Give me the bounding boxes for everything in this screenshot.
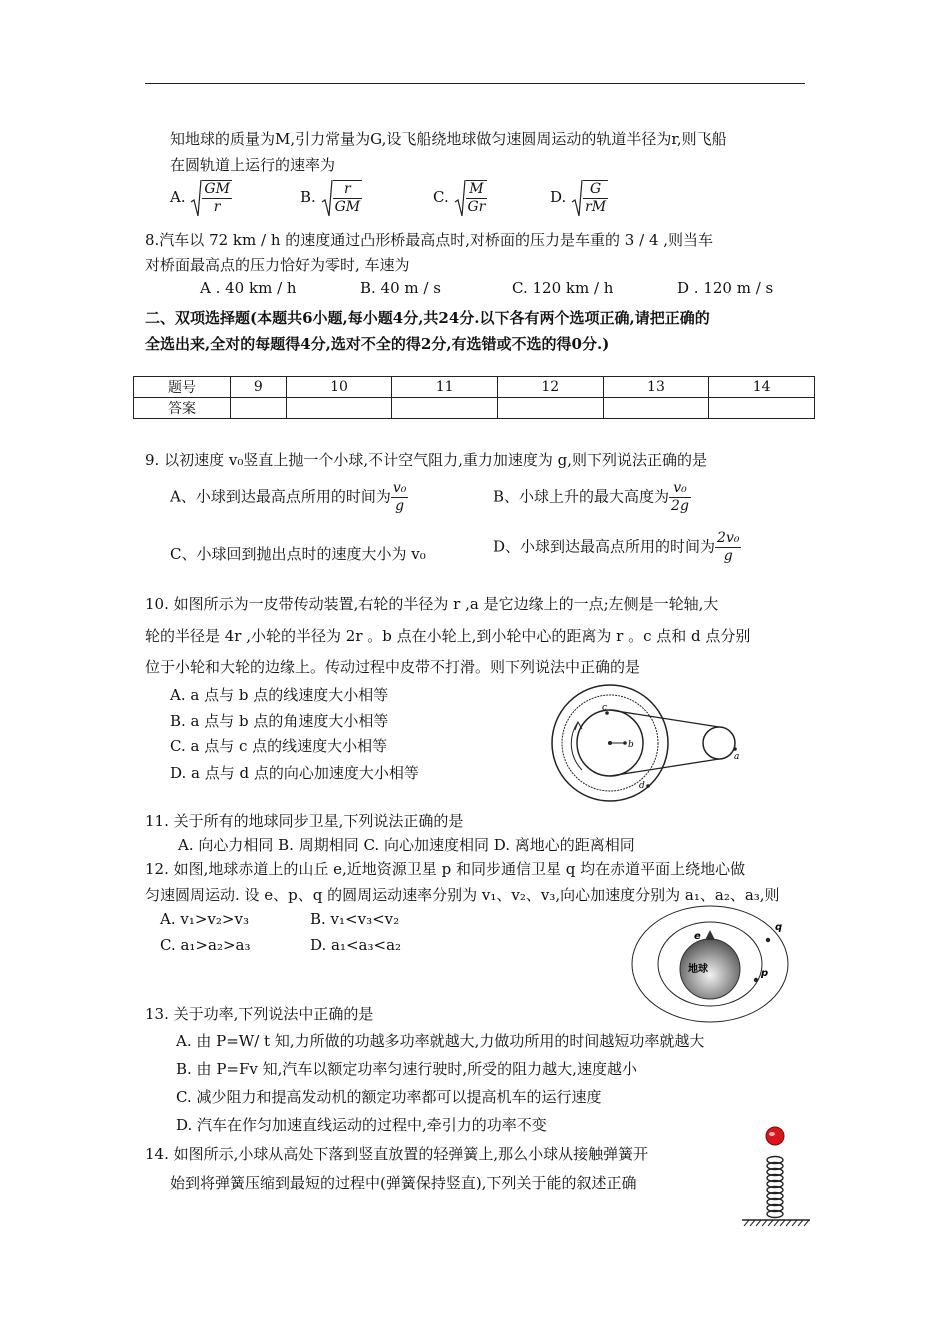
- table-cell: 12: [497, 377, 603, 398]
- label-q: q: [775, 922, 783, 933]
- q10-line1: 10. 如图所示为一皮带传动装置,右轮的半径为 r ,a 是它边缘上的一点;左侧是一轮轴,大: [145, 595, 719, 613]
- ball: [766, 1127, 784, 1145]
- answer-table: [133, 376, 815, 419]
- q8-option-c: C. 120 km / h: [512, 279, 614, 297]
- header-rule: [145, 83, 805, 84]
- answer-cell[interactable]: [497, 398, 603, 419]
- hill-e: [705, 930, 715, 940]
- q9-option-c: C、小球回到抛出点时的速度大小为 v₀: [170, 545, 426, 563]
- spring-figure: [738, 1122, 814, 1232]
- sqrt-symbol: [190, 178, 202, 218]
- point-a: [733, 747, 737, 751]
- label-b: b: [628, 740, 634, 750]
- spring: [767, 1157, 783, 1218]
- earth-label: 地球: [688, 964, 708, 975]
- point-d: [646, 784, 650, 788]
- ball-highlight: [769, 1132, 775, 1136]
- table-cell: 11: [392, 377, 498, 398]
- q13-option-b: B. 由 P=Fv 知,汽车以额定功率匀速行驶时,所受的阻力越大,速度越小: [176, 1060, 637, 1078]
- label-a: a: [734, 752, 740, 762]
- q11-options: A. 向心力相同 B. 周期相同 C. 向心加速度相同 D. 离地心的距离相同: [178, 836, 635, 854]
- q10-line3: 位于小轮和大轮的边缘上。传动过程中皮带不打滑。则下列说法中正确的是: [145, 658, 641, 676]
- q8-line1: 8.汽车以 72 km / h 的速度通过凸形桥最高点时,对桥面的压力是车重的 3 / 4 ,则当车: [145, 231, 714, 249]
- q13-option-d: D. 汽车在作匀加速直线运动的过程中,牵引力的功率不变: [176, 1116, 547, 1134]
- q12-option-a: A. v₁>v₂>v₃: [160, 910, 249, 928]
- label-e: e: [694, 931, 701, 942]
- q10-option-c: C. a 点与 c 点的线速度大小相等: [170, 737, 388, 755]
- q10-option-a: A. a 点与 b 点的线速度大小相等: [170, 686, 389, 704]
- q7-line2: 在圆轨道上运行的速率为: [170, 156, 336, 174]
- q9-option-d: D、小球到达最高点所用的时间为 $\frac{\text{2v₀}}{g}$: [493, 530, 740, 564]
- table-row: [134, 398, 815, 419]
- q8-option-a: A . 40 km / h: [200, 279, 297, 297]
- q13-option-c: C. 减少阻力和提高发动机的额定功率都可以提高机车的运行速度: [176, 1088, 602, 1106]
- sqrt-symbol: [571, 178, 583, 218]
- q12-option-c: C. a₁>a₂>a₃: [160, 936, 251, 954]
- answer-cell[interactable]: [392, 398, 498, 419]
- q7-option-b: B. $\frac{r}{GM}$: [300, 178, 362, 218]
- answer-cell[interactable]: [603, 398, 709, 419]
- q8-option-b: B. 40 m / s: [360, 279, 441, 297]
- q13-stem: 13. 关于功率,下列说法中正确的是: [145, 1005, 374, 1023]
- orbit-figure: [628, 892, 800, 1024]
- answer-cell[interactable]: [231, 398, 287, 419]
- point-b: [623, 741, 627, 745]
- q7-option-d: D. $\frac{G}{rM}$: [550, 178, 608, 218]
- belt-drive-figure: [548, 682, 748, 804]
- q7-option-a: A. $\frac{GM}{r}$: [170, 178, 232, 218]
- q12-option-d: D. a₁<a₃<a₂: [310, 936, 402, 954]
- answer-cell[interactable]: [709, 398, 815, 419]
- satellite-q: [766, 938, 770, 942]
- table-cell: 13: [603, 377, 709, 398]
- table-cell: 10: [286, 377, 392, 398]
- table-row: [134, 377, 815, 398]
- table-cell: 答案: [134, 398, 231, 419]
- section2-line2: 全选出来,全对的每题得4分,选对不全的得2分,有选错或不选的得0分.): [145, 335, 610, 353]
- q12-line2: 匀速圆周运动. 设 e、p、q 的圆周运动速率分别为 v₁、v₂、v₃,向心加速度分别为 a₁、a₂、a₃,则: [145, 886, 780, 904]
- q7-option-c: C. $\frac{M}{Gr}$: [433, 178, 487, 218]
- answer-cell[interactable]: [286, 398, 392, 419]
- q8-option-d: D . 120 m / s: [677, 279, 774, 297]
- q7-line1: 知地球的质量为M,引力常量为G,设飞船绕地球做匀速圆周运动的轨道半径为r,则飞船: [170, 130, 727, 148]
- table-cell: 9: [231, 377, 287, 398]
- q10-option-b: B. a 点与 b 点的角速度大小相等: [170, 712, 389, 730]
- q9-stem: 9. 以初速度 v₀竖直上抛一个小球,不计空气阻力,重力加速度为 g,则下列说法正确的是: [145, 451, 708, 469]
- q9-option-a: A、小球到达最高点所用的时间为 $\frac{\text{v₀}}{g}$: [170, 480, 407, 514]
- q13-option-a: A. 由 P=W/ t 知,力所做的功越多功率就越大,力做功所用的时间越短功率就越大: [176, 1032, 705, 1050]
- q8-line2: 对桥面最高点的压力恰好为零时, 车速为: [145, 256, 410, 274]
- q14-line1: 14. 如图所示,小球从高处下落到竖直放置的轻弹簧上,那么小球从接触弹簧开: [145, 1145, 649, 1163]
- sqrt-symbol: [454, 178, 466, 218]
- label-p: p: [761, 968, 769, 979]
- table-cell: 题号: [134, 377, 231, 398]
- section2-line1: 二、双项选择题(本题共6小题,每小题4分,共24分.以下各有两个选项正确,请把正确的: [145, 309, 710, 327]
- q9-option-b: B、小球上升的最大高度为 $\frac{\text{v₀}}{2g}$: [493, 480, 689, 514]
- ground-hatching: [744, 1220, 809, 1226]
- table-cell: 14: [709, 377, 815, 398]
- label-c: c: [602, 703, 608, 713]
- sqrt-symbol: [321, 178, 333, 218]
- q11-stem: 11. 关于所有的地球同步卫星,下列说法正确的是: [145, 812, 464, 830]
- q12-option-b: B. v₁<v₃<v₂: [310, 910, 400, 928]
- q12-line1: 12. 如图,地球赤道上的山丘 e,近地资源卫星 p 和同步通信卫星 q 均在赤道平面上绕地心做: [145, 860, 746, 878]
- q10-option-d: D. a 点与 d 点的向心加速度大小相等: [170, 764, 419, 782]
- satellite-p: [754, 978, 758, 982]
- right-wheel: [703, 727, 735, 759]
- q14-line2: 始到将弹簧压缩到最短的过程中(弹簧保持竖直),下列关于能的叙述正确: [170, 1174, 637, 1192]
- q10-line2: 轮的半径是 4r ,小轮的半径为 2r 。b 点在小轮上,到小轮中心的距离为 r 。c 点和 d 点分别: [145, 627, 751, 645]
- label-d: d: [639, 781, 645, 791]
